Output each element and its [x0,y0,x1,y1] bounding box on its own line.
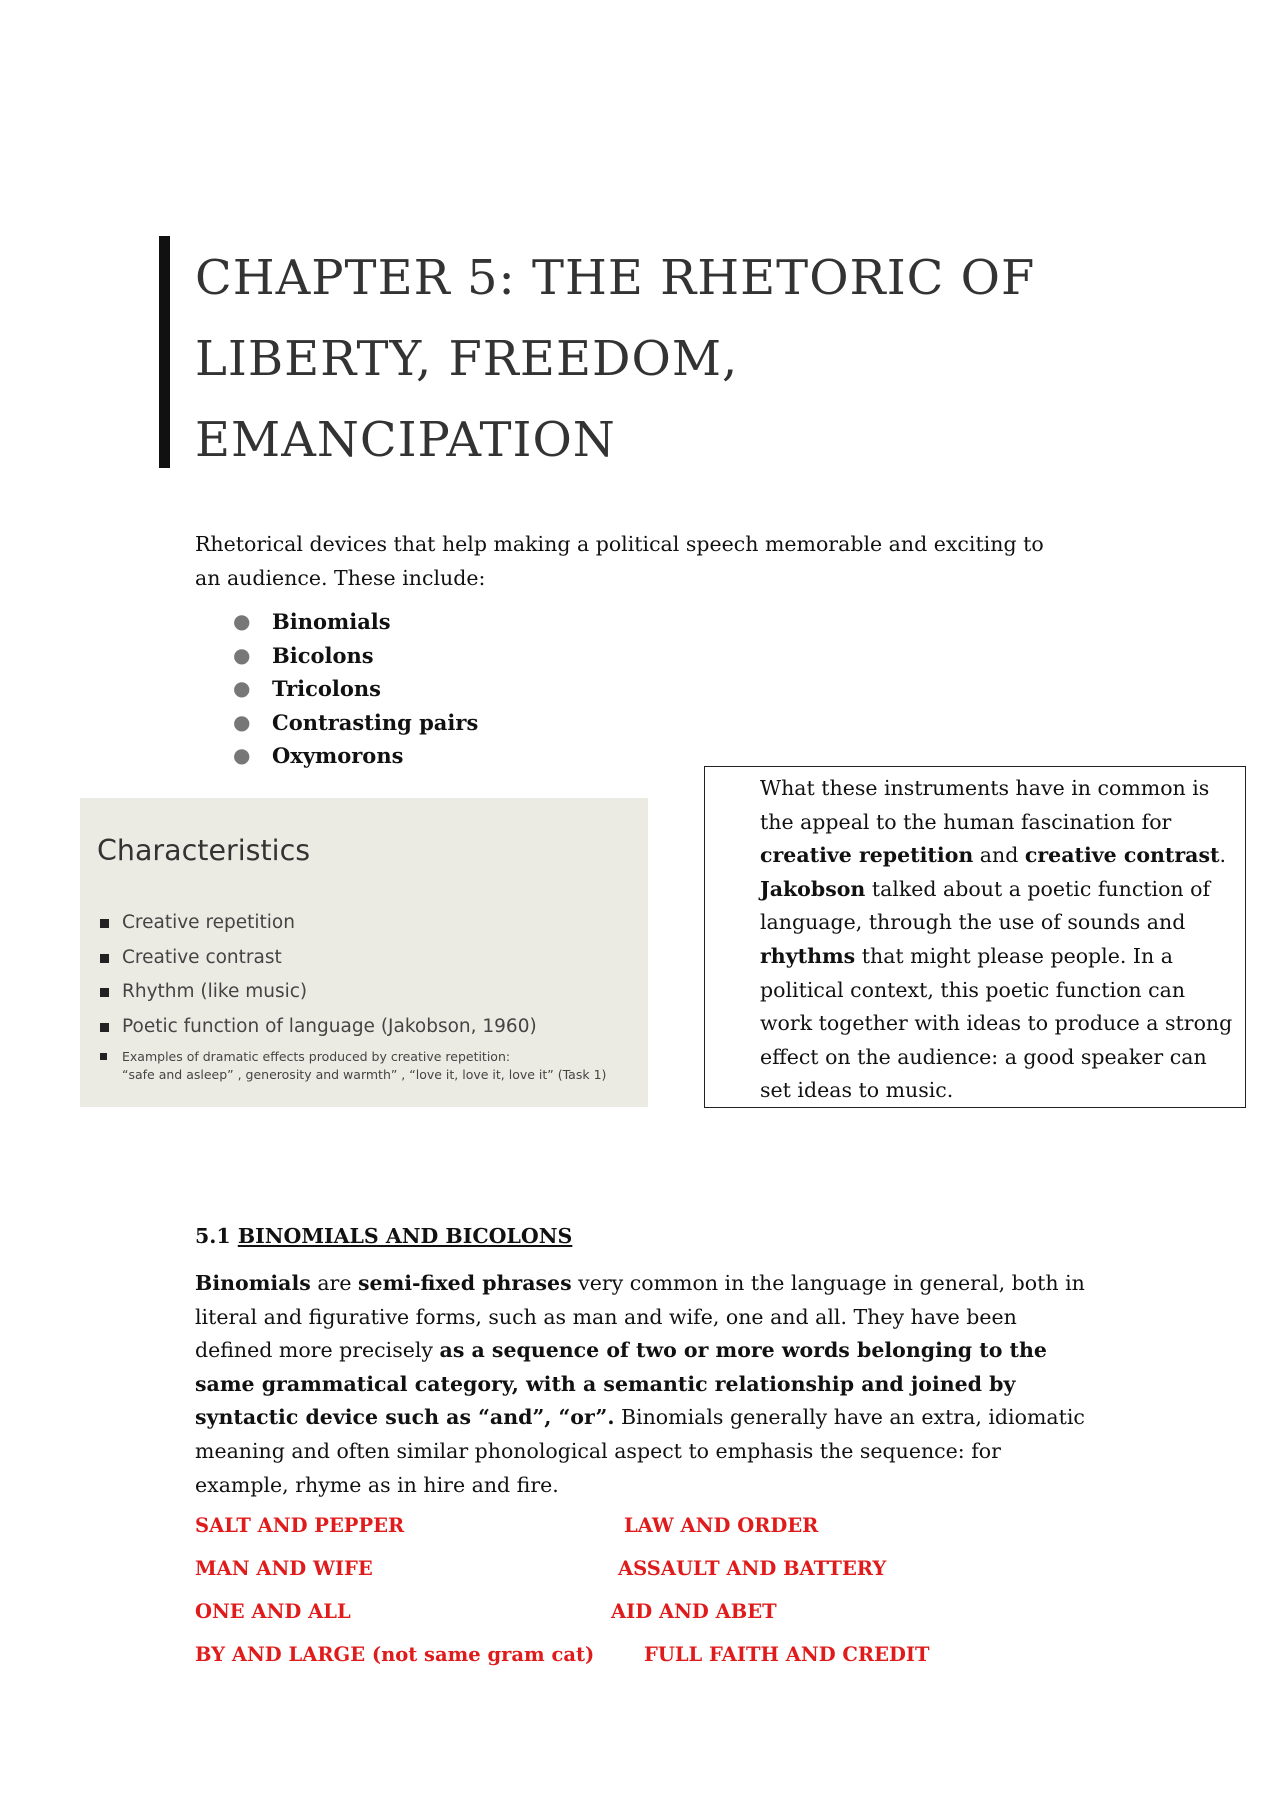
example-left-3: ONE AND ALL [195,1600,351,1623]
bullet-icon: ● [233,743,251,767]
bullet-icon: ● [233,642,251,667]
example-right-4: FULL FAITH AND CREDIT [644,1643,930,1666]
slide-list-item: Creative repetition [98,910,606,945]
textbox-paragraph: What these instruments have in common is the appeal to the human fascination for creative repetition and creative contrast. Jakobson talked about a poetic function of language, through the use of sounds and rhythms that might please people. In a political context, this poetic function can work together with ideas to produce a strong effect on the audience: a good speaker can set ideas to music. [760,776,1233,1103]
list-item: ● Contrasting pairs [195,706,478,740]
slide-list-item: Poetic function of language (Jakobson, 1960) [98,1014,606,1049]
binomials-paragraph: Binomials are semi-fixed phrases very common in the language in general, both in literal and figurative forms, such as man and wife, one and all. They have been defined more precisely as a sequence of two or more words belonging to the same grammatical category, with a semantic relationship and joined by syntactic device such as “and”, “or”. Binomials generally have an extra, idiomatic meaning and often similar phonological aspect to emphasis the sequence: for example, rhyme as in hire and fire. [195,1271,1085,1497]
slide-note-line-1: Examples of dramatic effects produced by creative repetition: [122,1049,511,1064]
common-features-textbox [704,766,1246,1108]
example-right-2: ASSAULT AND BATTERY [618,1557,887,1580]
chapter-title [195,238,1095,481]
example-left-4: BY AND LARGE (not same gram cat) [195,1643,595,1666]
example-right-3: AID AND ABET [611,1600,777,1623]
square-bullet-icon [100,919,109,928]
slide-list-item: Rhythm (like music) [98,979,606,1014]
list-item: ● Oxymorons [195,739,478,773]
characteristics-slide-image [80,798,648,1107]
bullet-icon: ● [233,676,251,700]
bullet-icon: ● [233,709,251,734]
example-right-1: LAW AND ORDER [624,1514,819,1537]
slide-note-line-2: “safe and asleep” , generosity and warmth” , “love it, love it, love it” (Task 1) [122,1067,607,1082]
list-item: ● Binomials [195,605,478,639]
intro-paragraph: Rhetorical devices that help making a political speech memorable and exciting to an audience. These include: [195,532,1044,590]
bullet-icon: ● [233,609,251,633]
chapter-title-line-1: CHAPTER 5: THE RHETORIC OF [195,250,1036,306]
section-heading: 5.1 BINOMIALS AND BICOLONS [195,1224,573,1248]
square-bullet-icon [100,1023,109,1032]
chapter-title-line-3: EMANCIPATION [195,412,616,468]
slide-list [98,910,606,1084]
example-left-1: SALT AND PEPPER [195,1514,405,1537]
square-bullet-icon [100,954,109,963]
list-item: ● Tricolons [195,672,478,706]
square-bullet-icon [100,988,109,997]
slide-note [98,1048,606,1084]
chapter-title-line-2: LIBERTY, FREEDOM, [195,331,739,387]
slide-title: Characteristics [97,834,311,867]
example-left-2: MAN AND WIFE [195,1557,373,1580]
square-bullet-icon [100,1053,107,1060]
slide-list-item: Creative contrast [98,945,606,980]
section-title: BINOMIALS AND BICOLONS [237,1224,573,1248]
list-item: ● Bicolons [195,639,478,673]
devices-list [195,605,478,773]
chapter-title-bar [159,236,170,468]
